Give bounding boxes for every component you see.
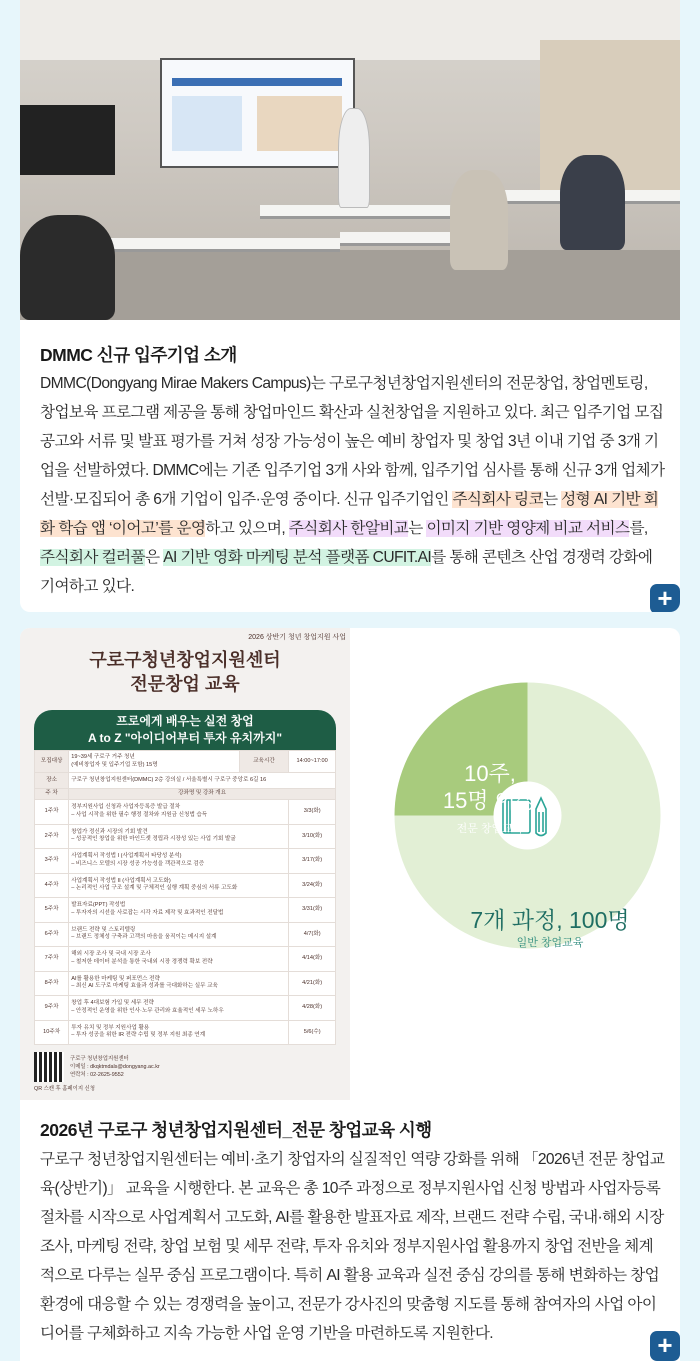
poster-banner: 프로에게 배우는 실전 창업 A to Z "아이디어부터 투자 유치까지" — [34, 710, 336, 750]
tv-screen — [20, 105, 115, 175]
schedule-row: 10주차 투자 유치 및 정부 지원사업 활용 – 투자 성공을 위한 IR 전략 수립 및 정부 지원 최종 연계 5/6(수) — [35, 1020, 336, 1045]
highlight-service: AI 기반 영화 마케팅 분석 플랫폼 CUFIT.AI — [163, 549, 432, 566]
highlight-service: 이미지 기반 영양제 비교 서비스 — [426, 520, 630, 537]
section-title: 2026년 구로구 청년창업지원센터_전문 창업교육 시행 — [40, 1120, 432, 1140]
slice-label-general-value: 7개 과정, 100명 — [470, 907, 630, 933]
schedule-row: 7주차 해외 시장 조사 및 국내 시장 조사 – 철저한 데이터 분석을 통한 국내외 시장 경쟁력 확보 전략 4/14(화) — [35, 947, 336, 972]
poster-title: 구로구청년창업지원센터 전문창업 교육 — [89, 650, 281, 694]
lecture-photo — [20, 0, 680, 320]
education-card — [20, 628, 680, 1361]
highlight-service: 성형 AI 기반 회화 학습 앱 ‘이어고’를 운영 — [40, 491, 659, 537]
schedule-row: 3주차 사업계획서 작성법 I (사업계획서 타당성 분석) – 비즈니스 모델의 시장 성공 가능성을 객관적으로 검증 3/17(화) — [35, 849, 336, 874]
schedule-row: 9주차 창업 후 4대보험 가입 및 세무 전략 – 안정적인 운영을 위한 인사·노무 관리와 효율적인 세무 노하우 4/28(화) — [35, 996, 336, 1021]
section-body: 구로구 청년창업지원센터는 예비·초기 창업자의 실질적인 역량 강화를 위해 「2026년 전문 창업교육(상반기)」 교육을 시행한다. 본 교육은 총 10주 과정으로 정부지원사업 신청 방법과 사업자등록 절차를 시작으로 사업계획서 고도화, AI를 활용한 발표자료 제작, 브랜드 전략 수립, 국내·해외 시장조사, 마케팅 전략, 창업 보험 및 세무 전략, 투자 유치와 정부지원사업 활용까지 창업 전반을 체계적으로 다루는 실무 중심 프로그램이다. 특히 AI 활용 교육과 실전 중심 강의를 통해 변화하는 창업 환경에 대응할 수 있는 경쟁력을 높이고, 전문가 강사진의 맞춤형 지도를 통해 참여자의 사업 아이디어를 구체화하고 지속 가능한 사업 운영 기반을 마련하도록 지원한다. — [40, 1151, 665, 1342]
schedule-row: 6주차 브랜드 전략 및 스토리텔링 – 브랜드 정체성 구축과 고객의 마음을 움직이는 메시지 설계 4/7(화) — [35, 922, 336, 947]
expand-plus-button[interactable]: + — [650, 1331, 680, 1361]
schedule-row: 1주차 정부지원사업 신청과 사업자등록증 발급 절차 – 사업 시작을 위한 필수 행정 절차와 지원금 신청법 습득 3/3(화) — [35, 800, 336, 825]
section-title: DMMC 신규 입주기업 소개 — [40, 345, 237, 365]
qr-code — [34, 1052, 64, 1082]
schedule-row: 4주차 사업계획서 작성법 II (사업계획서 고도화) – 논리적인 사업 구조 설계 및 구체적인 실행 계획 중심의 서류 고도화 3/24(화) — [35, 873, 336, 898]
slice-label-special: 전문 창업교육 — [456, 823, 524, 835]
expand-plus-button[interactable]: + — [650, 584, 680, 612]
highlight-company: 주식회사 한알비교 — [288, 520, 409, 537]
schedule-row: 8주차 AI를 활용한 마케팅 및 퍼포먼스 전략 – 최신 AI 도구로 마케팅 효율과 성과를 극대화하는 실무 교육 4/21(화) — [35, 971, 336, 996]
contact-info: 구로구 청년창업지원센터 이메일 : dkqktmdals@dongyang.ac.kr 연락처 : 02-2625-9552 — [70, 1056, 160, 1078]
schedule-table: 모집대상 19~39세 구로구 거주 청년 (예비창업자 및 입주기업 포함) 15명 교육시간 14:00~17:00 장소 구로구 청년창업지원센터(DMMC) 2층 강의실 / 서울특별시 구로구 중앙로 6길 16 주 차 강좌명 및 강좌 개요 1주차 정부지원사업 신청과 사업자등록증 발급 절차 – 사업 시작을 위한 필수 행정 절차와 지원금 신청법 습득 3/3(화) 2주차 창업가 정신과 시장의 기회 발견 – 성공적인 창업을 위한 마인드셋 정립과 시장성 있는 사업 기회 발굴 3/10(화) 3주차 사업계획서 작성법 I (사업계획서 타당성 분석) – 비즈니스 모델의 시장 성공 가능성을 객관적으로 검증 3/17(화) 4주차 사업계획서 작성법 II (사업계획서 고도화) – 논리적인 사업 구조 설계 및 구체적인 실행 계획 중심의 서류 고도화 3/24(화) 5주차 발표자료(PPT) 작성법 – 투자자의 시선을 사로잡는 시각 자료 제작 및 효과적인 전달법 3/31(화) 6주차 브랜드 전략 및 스토리텔링 – 브랜드 정체성 구축과 고객의 마음을 움직이는 메시지 설계 4/7(화) 7주차 해외 시장 조사 및 국내 시장 조사 – 철저한 데이터 분석을 통한 국내외 시장 경쟁력 확보 전략 4/14(화) 8주차 AI를 활용한 마케팅 및 퍼포먼스 전략 – 최신 AI 도구로 마케팅 효율과 성과를 극대화하는 실무 교육 4/21(화) 9주차 창업 후 4대보험 가입 및 세무 전략 – 안정적인 운영을 위한 인사·노무 관리와 효율적인 세무 노하우 4/28(화) 10주차 투자 유치 및 정부 지원사업 활용 – 투자 성공을 위한 IR 전략 수립 및 정부 지원 최종 연계 5/6(수) — [34, 750, 336, 1045]
slice-label-special-value: 10주, 15명 이상 — [442, 761, 538, 813]
section-body: DMMC(Dongyang Mirae Makers Campus)는 구로구청년창업지원센터의 전문창업, 창업멘토링, 창업보육 프로그램 제공을 통해 창업마인드 확산과 실천창업을 지원하고 있다. 최근 입주기업 모집 공고와 서류 및 발표 평가를 거쳐 성장 가능성이 높은 예비 창업자 및 창업 3년 이내 기업 중 3개 기업을 선발하였다. DMMC에는 기존 입주기업 3개 사와 함께, 입주기업 심사를 통해 신규 3개 업체가 선발·모집되어 총 6개 기업이 입주·운영 중이다. 신규 입주기업인 주식회사 링코는 성형 AI 기반 회화 학습 앱 ‘이어고’를 운영하고 있으며, 주식회사 한알비교는 이미지 기반 영양제 비교 서비스를, 주식회사 컬러풀은 AI 기반 영화 마케팅 분석 플랫폼 CUFIT.AI를 통해 콘텐츠 산업 경쟁력 강화에 기여하고 있다. — [40, 375, 665, 595]
slice-label-general: 일반 창업교육 — [516, 937, 584, 949]
education-poster — [20, 628, 350, 1100]
highlight-company: 주식회사 컬러풀 — [40, 549, 145, 566]
highlight-company: 주식회사 링코 — [452, 491, 543, 508]
qr-note: QR 스캔 후 홈페이지 신청 — [34, 1086, 95, 1092]
schedule-row: 2주차 창업가 정신과 시장의 기회 발견 – 성공적인 창업을 위한 마인드셋 정립과 시장성 있는 사업 기회 발굴 3/10(화) — [35, 824, 336, 849]
poster-top-label: 2026 상반기 청년 창업지원 사업 — [248, 634, 346, 641]
schedule-row: 5주차 발표자료(PPT) 작성법 – 투자자의 시선을 사로잡는 시각 자료 제작 및 효과적인 전달법 3/31(화) — [35, 898, 336, 923]
presentation-screen — [160, 58, 355, 168]
resident-companies-card — [20, 0, 680, 612]
